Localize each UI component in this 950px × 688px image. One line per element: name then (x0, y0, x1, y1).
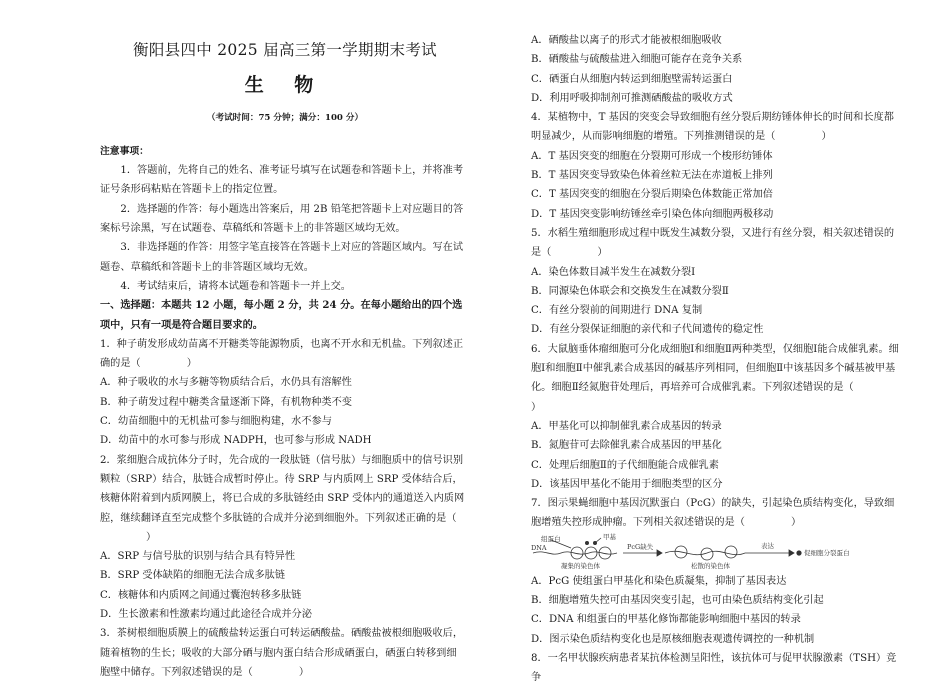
q1-close: ） (186, 358, 197, 370)
dna-strand-right (665, 551, 745, 554)
q3-option-a: A．硒酸盐以离子的形式才能被根细胞吸收 (531, 35, 722, 46)
q6-option-c: C．处理后细胞Ⅱ的子代细胞能合成催乳素 (531, 459, 719, 471)
q4-option-c: C．T 基因突变的细胞在分裂后期染色体数能正常加倍 (531, 189, 773, 201)
q2-option-b: B．SRP 受体缺陷的细胞无法合成多肽链 (100, 570, 286, 582)
arrowhead-icon (789, 550, 794, 556)
exam-meta: （考试时间：75 分钟；满分：100 分） (206, 112, 364, 123)
q7-stem: 7．图示果蝇细胞中基因沉默蛋白（PcG）的缺失，引起染色质结构变化，导致细胞增殖失控形成肿瘤。下列相关叙述错误的是（ (531, 498, 895, 529)
question-4 (531, 108, 900, 224)
label-loose: 松散的染色体 (691, 561, 730, 570)
q3-option-b: B．硒酸盐与硫酸盐进入细胞可能存在竞争关系 (531, 54, 743, 66)
q7-option-b: B．细胞增殖失控可由基因突变引起，也可由染色质结构变化引起 (531, 595, 824, 607)
question-3 (100, 624, 470, 682)
q7-close: ） (790, 517, 802, 529)
notice-item: 4．考试结束后，请将本试题卷和答题卡一并上交。 (120, 280, 351, 292)
q5-option-b: B．同源染色体联会和交换发生在减数分裂Ⅱ (531, 285, 729, 297)
q4-option-b: B．T 基因突变导致染色体着丝粒无法在赤道板上排列 (531, 170, 773, 182)
dna-strand-left (533, 552, 617, 554)
nucleosome (585, 547, 597, 559)
q2-option-a: A．SRP 与信号肽的识别与结合具有特异性 (100, 551, 296, 563)
label-protein: 促细胞分裂蛋白 (804, 548, 850, 557)
q5-close: ） (597, 247, 608, 259)
label-condensed: 凝集的染色体 (561, 561, 600, 570)
methyl-pointer (595, 538, 601, 543)
exam-title: 衡阳县四中 2025 届高三第一学期期末考试 (133, 41, 437, 59)
q6-option-a: A．甲基化可以抑制催乳素合成基因的转录 (531, 420, 722, 432)
q3-stem-line1: 3．茶树根细胞质膜上的硫酸盐转运蛋白可转运硒酸盐。硒酸盐被根细胞吸收后，随着植物的生长；吸收的大部分硒与胞内蛋白结合形成硒蛋白，硒蛋白转移到细 (100, 628, 464, 659)
section-heading: 一、选择题：本题共 12 小题，每小题 2 分，共 24 分。在每小题给出的四个选项中，只有一项是符合题目要求的。 (100, 299, 463, 331)
q3-option-c: C．硒蛋白从细胞内转运到细胞壁需转运蛋白 (531, 73, 733, 85)
q7-option-c: C．DNA 和组蛋白的甲基化修饰都能影响细胞中基因的转录 (531, 614, 801, 626)
chromatin-diagram (531, 533, 900, 571)
q2-option-c: C．核糖体和内质网之间通过囊泡转移多肽链 (100, 589, 302, 601)
notice-item: 2．选择题的作答：每小题选出答案后，用 2B 铅笔把答题卡上对应题目的答案标号涂黑，写在试题卷、草稿纸和答题卡上的非答题区域均无效。 (100, 203, 464, 235)
q2-close: ） (146, 531, 157, 543)
q3-stem-line2: 胞壁中储存。下列叙述错误的是（ (100, 666, 253, 678)
arrowhead-icon (657, 550, 662, 556)
q5-option-d: D．有丝分裂保证细胞的亲代和子代间遗传的稳定性 (531, 324, 764, 336)
question-5 (531, 224, 900, 340)
label-pcg: PcG缺失 (627, 542, 654, 551)
q1-option-a: A．种子吸收的水与多糖等物质结合后，水仍具有溶解性 (100, 377, 352, 389)
q8-stem: 8．一名甲状腺疾病患者某抗体检测呈阳性，该抗体可与促甲状腺激素（TSH）竞争 (531, 652, 897, 684)
q5-stem: 5．水稻生殖细胞形成过程中既发生减数分裂，又进行有丝分裂，相关叙述错误的是（ (531, 227, 895, 259)
notice-item: 1．答题前，先将自己的姓名、准考证号填写在试题卷和答题卡上，并将准考证号条形码粘贴在答题卡上的指定位置。 (100, 165, 464, 196)
q1-option-b: B．种子萌发过程中糖类含量逐渐下降，有机物种类不变 (100, 396, 352, 408)
q7-option-a: A．PcG 使组蛋白甲基化和染色质凝集，抑制了基因表达 (531, 575, 787, 587)
notice-heading: 注意事项： (100, 145, 149, 157)
q7-option-d: D．图示染色质结构变化也是原核细胞表观遗传调控的一种机制 (531, 633, 815, 645)
q5-option-a: A．染色体数目减半发生在减数分裂Ⅰ (531, 266, 696, 278)
q4-option-d: D．T 基因突变影响纺锤丝牵引染色体向细胞两极移动 (531, 208, 774, 220)
question-1 (100, 335, 470, 451)
q6-stem: 6．大鼠脑垂体瘤细胞可分化成细胞Ⅰ和细胞Ⅱ两种类型，仅细胞Ⅰ能合成催乳素。细胞Ⅰ和细胞Ⅱ中催乳素合成基因的碱基序列相同，但细胞Ⅱ中该基因多个碱基被甲基化。细胞Ⅱ经氮胞苷处理后，再培养可合成催乳素。下列叙述错误的是（ (531, 343, 899, 394)
methyl-dot (585, 541, 588, 544)
q6-close: ） (531, 401, 542, 413)
label-histone: 组蛋白 (541, 534, 561, 543)
q3-close: ） (298, 666, 309, 678)
label-dna: DNA (531, 543, 547, 552)
left-column (100, 0, 470, 682)
right-column (531, 31, 900, 688)
q4-close: ） (821, 131, 832, 143)
protein-dot-icon (797, 551, 801, 555)
q4-stem: 4．某植物中，T 基因的突变会导致细胞有丝分裂后期纺锤体伸长的时间和长度都明显减少，从而影响细胞的增殖。下列推测错误的是（ (531, 112, 894, 143)
q2-stem: 2．浆细胞合成抗体分子时，先合成的一段肽链（信号肽）与细胞质中的信号识别颗粒（SRP）结合，肽链合成暂时停止。待 SRP 与内质网上 SRP 受体结合后，核糖体附着到内质网膜上，将已合成的多肽链经由 SRP 受体内的通道送入内质网腔，继续翻译直至完成整个多肽链的合成并分泌到细胞外。下列叙述正确的是（ (100, 454, 465, 524)
loose-nucleosome (725, 546, 737, 558)
question-2 (100, 451, 470, 625)
q5-option-c: C．有丝分裂前的间期进行 DNA 复制 (531, 305, 703, 317)
chromatin-figure (531, 533, 900, 571)
subject-title: 生 物 (244, 74, 326, 97)
q6-option-b: B．氮胞苷可去除催乳素合成基因的甲基化 (531, 440, 722, 452)
question-6 (531, 340, 900, 494)
q3-option-d: D．利用呼吸抑制剂可推测硒酸盐的吸收方式 (531, 92, 733, 104)
label-express: 表达 (761, 541, 774, 550)
q4-option-a: A．T 基因突变的细胞在分裂期可形成一个梭形纺锤体 (531, 150, 773, 162)
label-methyl: 甲基 (603, 532, 616, 541)
q1-option-c: C．幼苗细胞中的无机盐可参与细胞构建，水不参与 (100, 416, 332, 428)
notice-item: 3．非选择题的作答：用签字笔直接答在答题卡上对应的答题区域内。写在试题卷、草稿纸和答题卡上的非答题区域均无效。 (100, 242, 464, 273)
q6-option-d: D．该基因甲基化不能用于细胞类型的区分 (531, 478, 723, 490)
q1-stem: 1．种子萌发形成幼苗离不开糖类等能源物质，也离不开水和无机盐。下列叙述正确的是（ (100, 338, 464, 370)
q2-option-d: D．生长激素和性激素均通过此途径合成并分泌 (100, 609, 312, 621)
question-7 (531, 494, 900, 649)
q1-option-d: D．幼苗中的水可参与形成 NADPH，也可参与形成 NADH (100, 435, 372, 447)
